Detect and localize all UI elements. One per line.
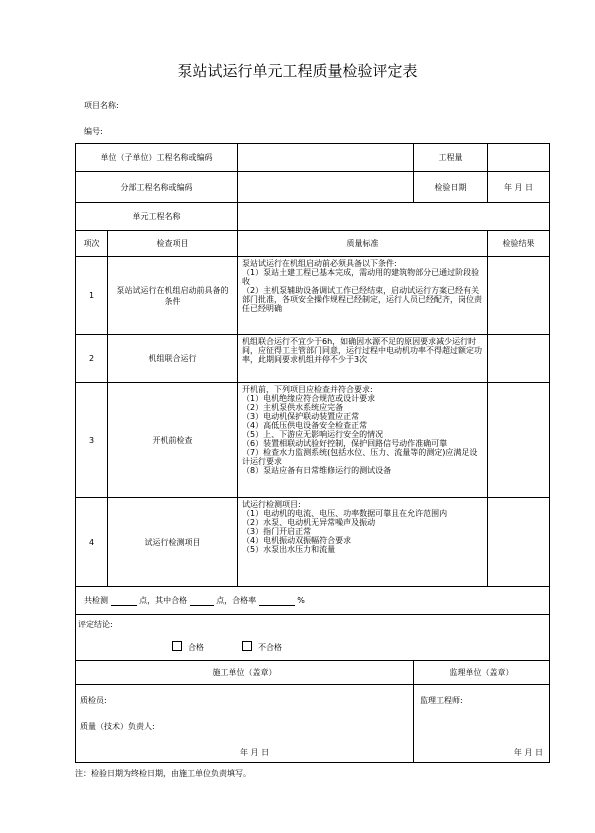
unit-element-label: 单元工程名称 — [76, 203, 238, 231]
unit-project-label: 单位（子单位）工程名称或编码 — [76, 144, 238, 172]
item-result[interactable] — [488, 257, 550, 335]
pass-count-field[interactable] — [190, 596, 214, 606]
item-standard: 泵站试运行在机组启动前必须具备以下条件: （1）泵站土建工程已基本完成，需动用的建筑物部分已通过阶段验收 （2）主机泵辅助设备调试工作已经结束，启动试运行方案已经有关部门批准，各项安全操作规程已经制定，运行人员已经配齐，岗位责任已经明确 — [238, 257, 488, 335]
table-row — [76, 383, 550, 498]
check-date-value[interactable]: 年 月 日 — [488, 172, 550, 203]
item-no: 3 — [76, 383, 108, 498]
pass-checkbox[interactable] — [172, 641, 182, 651]
pass-option[interactable]: 合格 — [172, 641, 204, 653]
item-name: 试运行检测项目 — [108, 498, 238, 587]
construction-date: 年 月 日 — [240, 748, 270, 757]
quantity-label: 工程量 — [414, 144, 488, 172]
construction-unit-label: 施工单位（盖章） — [76, 661, 414, 685]
item-standard: 机组联合运行不宜少于6h，如确因水源不足的原因要求减少运行时间，应征得工主管部门同意，运行过程中电动机功率不得超过额定功率，此期间要求机组并停不少于3次 — [238, 335, 488, 383]
quantity-value[interactable] — [488, 144, 550, 172]
construction-signature-box[interactable] — [76, 685, 414, 763]
item-standard: 开机前，下列项目应检查并符合要求: （1）电机绝缘应符合规范或设计要求 （2）主机泵供水系统应完备 （3）电动机保护联动装置应正常 （4）高低压供电设备安全检查正常 （5）上、下游应无影响运行安全的情况 （6）装置相联动试验好控制，保护回路信号动作准确可靠 （7）检查水力监测系统(包括水位、压力、流量等的测定)应满足设计运行要求 （8）泵站应备有日常维修运行的测试设备 — [238, 383, 488, 498]
item-no: 1 — [76, 257, 108, 335]
fail-option[interactable]: 不合格 — [242, 641, 282, 653]
number-label: 编号: — [84, 127, 103, 136]
total-count-field[interactable] — [111, 596, 137, 606]
col-item-no: 项次 — [76, 231, 108, 257]
summary-row — [76, 587, 550, 615]
item-name: 开机前检查 — [108, 383, 238, 498]
footnote: 注：检验日期为终检日期，由施工单位负责填写。 — [75, 769, 251, 778]
sub-project-value[interactable] — [238, 172, 414, 203]
supervisor-label: 监理工程师: — [420, 696, 463, 705]
conclusion-label: 评定结论: — [78, 620, 113, 629]
item-standard: 试运行检测项目: （1）电动机的电流、电压、功率数据可靠且在允许范围内 （2）水泵、电动机无异常噪声及振动 （3）指门开启正常 （4）电机振动双振幅符合要求 （5）水泵出水压力和流量 — [238, 498, 488, 587]
item-result[interactable] — [488, 498, 550, 587]
unit-element-value[interactable] — [238, 203, 550, 231]
item-name: 机组联合运行 — [108, 335, 238, 383]
supervision-date: 年 月 日 — [513, 748, 543, 757]
check-date-label: 检验日期 — [414, 172, 488, 203]
table-row — [76, 335, 550, 383]
pass-rate-field[interactable] — [259, 596, 295, 606]
evaluation-table — [75, 143, 550, 763]
qc-label: 质检员: — [80, 696, 107, 705]
quality-tech-label: 质量（技术）负责人: — [80, 722, 155, 731]
conclusion-row — [76, 615, 550, 661]
col-result: 检验结果 — [488, 231, 550, 257]
page-title: 泵站试运行单元工程质量检验评定表 — [177, 62, 418, 80]
fail-checkbox[interactable] — [242, 641, 252, 651]
col-check-item: 检查项目 — [108, 231, 238, 257]
sub-project-label: 分部工程名称或编码 — [76, 172, 238, 203]
table-row — [76, 498, 550, 587]
item-no: 4 — [76, 498, 108, 587]
item-name: 泵站试运行在机组启动前具备的条件 — [108, 257, 238, 335]
project-name-label: 项目名称: — [84, 101, 119, 110]
unit-project-value[interactable] — [238, 144, 414, 172]
supervision-unit-label: 监理单位（盖章） — [414, 661, 550, 685]
summary-line: 共检测 点，其中合格 点，合格率 % — [76, 587, 550, 615]
col-standard: 质量标准 — [238, 231, 488, 257]
item-result[interactable] — [488, 383, 550, 498]
item-no: 2 — [76, 335, 108, 383]
item-result[interactable] — [488, 335, 550, 383]
table-row — [76, 257, 550, 335]
supervision-signature-box[interactable] — [414, 685, 550, 763]
